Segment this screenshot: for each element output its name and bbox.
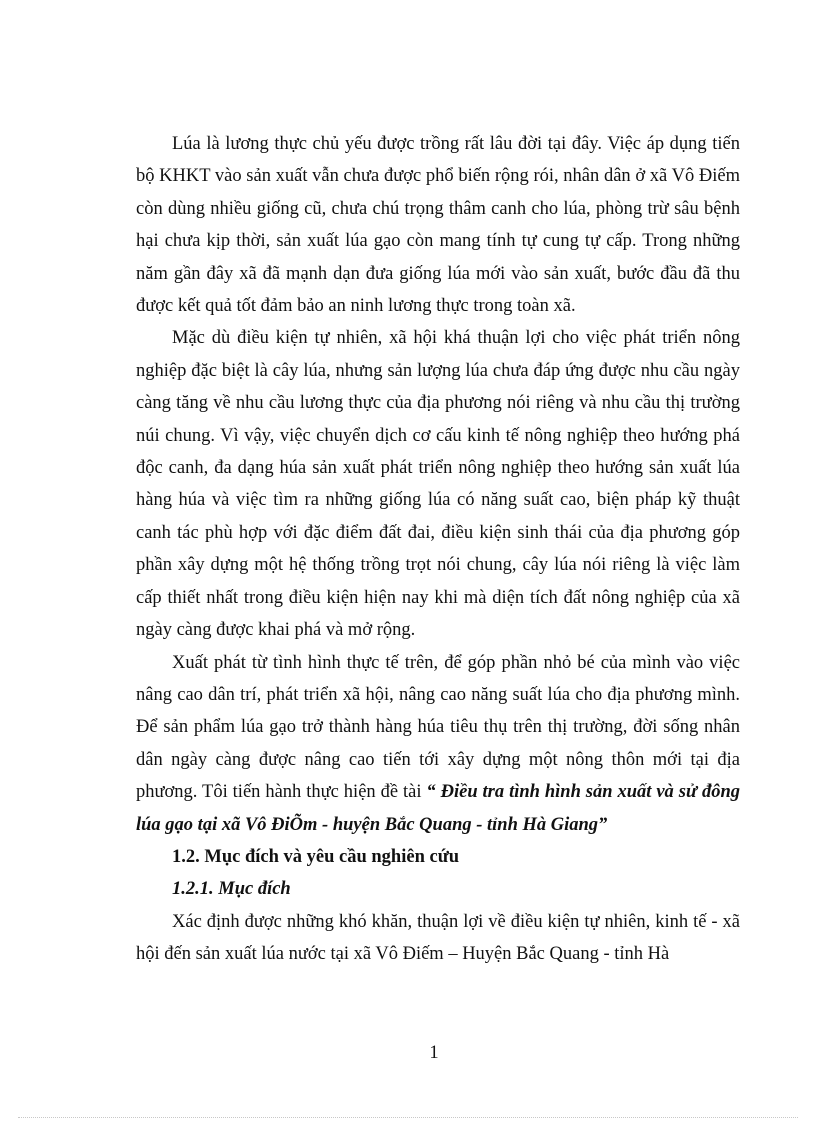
paragraph-2: Mặc dù điều kiện tự nhiên, xã hội khá thuận lợi cho việc phát triển nông nghiệp đặc biệt là cây lúa, nhưng sản lượng lúa chưa đáp ứng được nhu cầu ngày càng tăng về nhu cầu lương thực của địa phương nói riêng và nhu cầu thị trường núi chung. Vì vậy, việc chuyển dịch cơ cấu kinh tế nông nghiệp theo hướng phá độc canh, đa dạng húa sản xuất phát triển nông nghiệp theo hướng sản xuất lúa hàng húa và việc tìm ra những giống lúa có năng suất cao, biện pháp kỹ thuật canh tác phù hợp với đặc điểm đất đai, điều kiện sinh thái của địa phương góp phần xây dựng một hệ thống trồng trọt nói chung, cây lúa nói riêng là việc làm cấp thiết nhất trong điều kiện hiện nay khi mà diện tích đất nông nghiệp của xã ngày càng được khai phá và mở rộng.	[136, 328, 740, 641]
paragraph-1: Lúa là lương thực chủ yếu được trồng rất lâu đời tại đây. Việc áp dụng tiến bộ KHKT vào sản xuất vẫn chưa được phổ biến rộng rói, nhân dân ở xã Vô Điếm còn dùng nhiều giống cũ, chưa chú trọng thâm canh cho lúa, phòng trừ sâu bệnh hại chưa kịp thời, sản xuất lúa gạo còn mang tính tự cung tự cấp. Trong những năm gần đây xã đã mạnh dạn đưa giống lúa mới vào sản xuất, bước đầu đã thu được kết quả tốt đảm bảo an ninh lương thực trong toàn xã.	[136, 134, 740, 317]
paragraph-3	[136, 647, 740, 841]
section-heading-1-2: 1.2. Mục đích và yêu cầu nghiên cứu	[172, 846, 460, 867]
section-heading-1-2-1: 1.2.1. Mục đích	[172, 879, 291, 900]
body-text	[136, 128, 740, 971]
page-bottom-divider	[18, 1117, 798, 1118]
thesis-title: “ Điều tra tình hình sản xuất và sử đông lúa gạo tại xã Vô ĐiÕm - huyện Bắc Quang - tỉnh Hà Giang”	[136, 782, 740, 835]
paragraph-4: Xác định được những khó khăn, thuận lợi về điều kiện tự nhiên, kinh tế - xã hội đến sản xuất lúa nước tại xã Vô Điếm – Huyện Bắc Quang - tỉnh Hà	[136, 911, 740, 965]
paragraph-3-lead: Xuất phát từ tình hình thực tế trên, để góp phần nhỏ bé của mình vào việc nâng cao dân trí, phát triển xã hội, nâng cao năng suất lúa cho địa phương mình. Để sản phẩm lúa gạo trở thành hàng húa tiêu thụ trên thị trường, đời sống nhân dân ngày càng được nâng cao tiến tới xây dựng một nông thôn mới tại địa phương. Tôi tiến hành thực hiện đề tài	[136, 652, 740, 803]
page-number: 1	[429, 1043, 439, 1063]
